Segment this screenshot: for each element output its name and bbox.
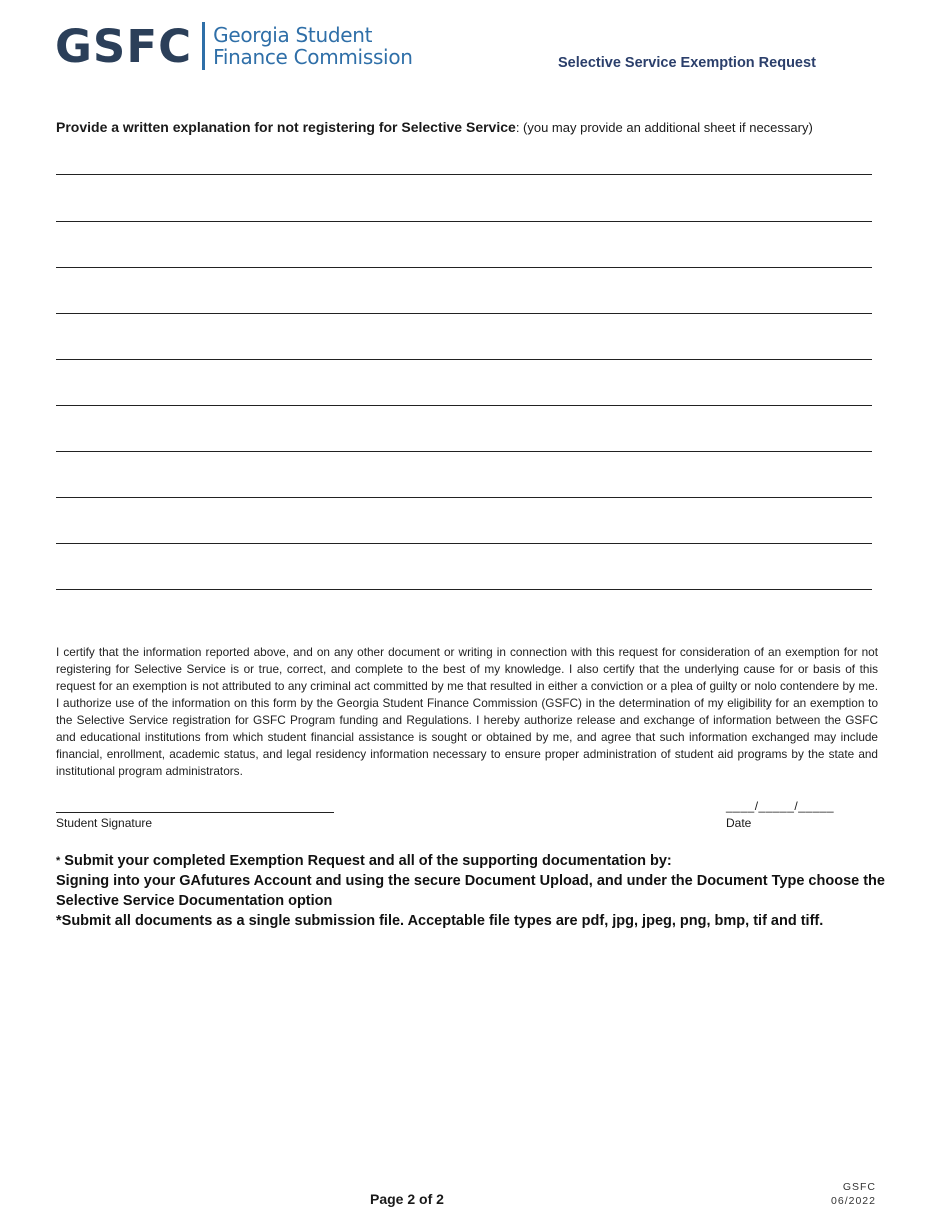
date-label: Date bbox=[726, 816, 752, 830]
explanation-line[interactable] bbox=[56, 451, 872, 452]
signature-line[interactable] bbox=[56, 812, 334, 813]
explanation-line[interactable] bbox=[56, 267, 872, 268]
instruction-line-1 bbox=[56, 851, 906, 871]
explanation-prompt-note: : (you may provide an additional sheet if necessary) bbox=[515, 120, 813, 135]
gsfc-logo bbox=[55, 20, 413, 72]
asterisk: * bbox=[56, 855, 61, 867]
explanation-prompt bbox=[56, 119, 813, 135]
explanation-line[interactable] bbox=[56, 359, 872, 360]
form-title: Selective Service Exemption Request bbox=[558, 55, 816, 71]
logo-text-line1: Georgia Student bbox=[213, 23, 373, 47]
footer-code: GSFC bbox=[842, 1181, 876, 1193]
instruction-line-2: Signing into your GAfutures Account and using the secure Document Upload, and under the Document Type choose the Selective Service Documentation option bbox=[56, 873, 885, 909]
explanation-line[interactable] bbox=[56, 313, 872, 314]
certification-statement: I certify that the information reported above, and on any other document or writing in connection with this request for consideration of an exemption for not registering for Selective Service is or true, correct, and complete to the best of my knowledge. I also certify that the underlying cause for or basis of this request for an exemption is not attributed to any criminal act committed by me that resulted in either a conviction or a plea of guilty or nolo contendere by me. I authorize use of the information on this form by the Georgia Student Finance Commission (GSFC) in the determination of my eligibility for an exemption to the Selective Service registration for GSFC Program funding and Regulations. I hereby authorize release and exchange of information between the GSFC and educational institutions from which student financial assistance is sought or obtained by me, and agree that such information exchanged may include financial, enrollment, academic status, and legal residency information necessary to ensure proper administration of student aid programs by the state and institutional program administrators. bbox=[56, 645, 878, 778]
explanation-line[interactable] bbox=[56, 589, 872, 590]
explanation-line[interactable] bbox=[56, 497, 872, 498]
explanation-line[interactable] bbox=[56, 405, 872, 406]
footer-revision: 06/2022 bbox=[831, 1195, 876, 1207]
date-field[interactable]: ____/_____/_____ bbox=[726, 799, 835, 813]
footer-form-code bbox=[831, 1180, 876, 1208]
explanation-prompt-bold: Provide a written explanation for not registering for Selective Service bbox=[56, 119, 516, 135]
explanation-line[interactable] bbox=[56, 543, 872, 544]
logo-text bbox=[213, 24, 413, 68]
submission-instructions bbox=[56, 851, 906, 931]
signature-label: Student Signature bbox=[56, 816, 153, 830]
page-number: Page 2 of 2 bbox=[370, 1191, 444, 1207]
logo-divider bbox=[202, 22, 205, 70]
instruction-line-1-text: Submit your completed Exemption Request and all of the supporting documentation by: bbox=[60, 853, 672, 869]
explanation-line[interactable] bbox=[56, 174, 872, 175]
logo-mark: GSFC bbox=[55, 19, 193, 73]
logo-text-line2: Finance Commission bbox=[213, 45, 413, 69]
explanation-line[interactable] bbox=[56, 221, 872, 222]
instruction-line-3: *Submit all documents as a single submission file. Acceptable file types are pdf, jpg, jpeg, png, bmp, tif and tiff. bbox=[56, 913, 824, 929]
